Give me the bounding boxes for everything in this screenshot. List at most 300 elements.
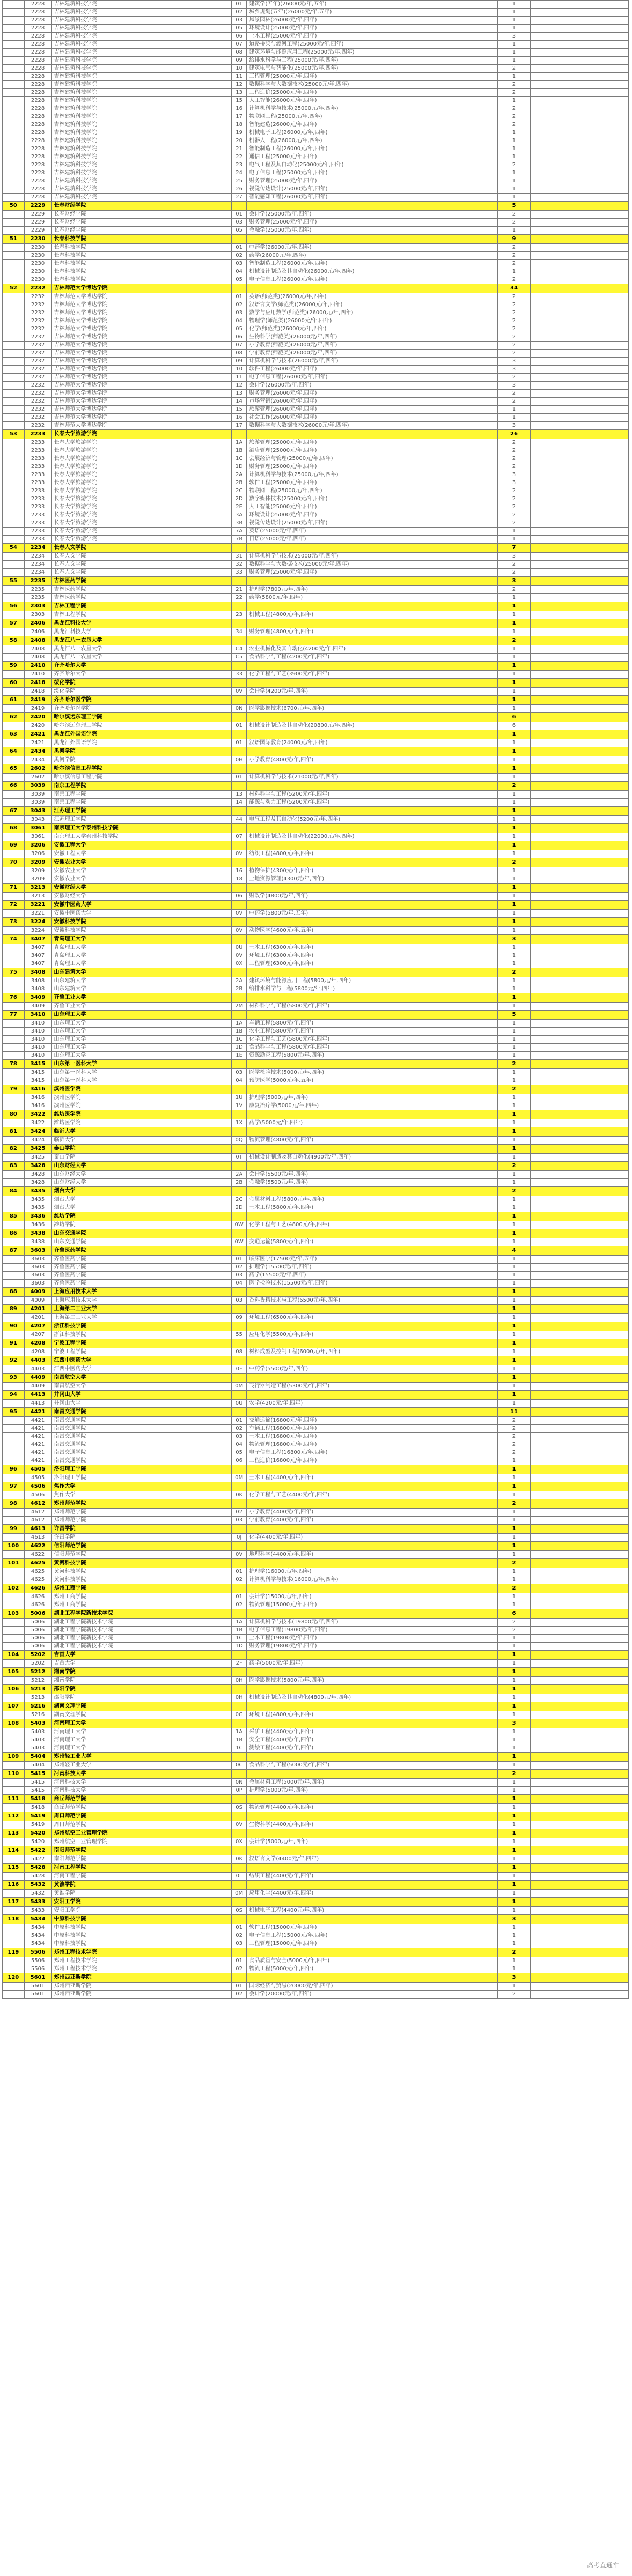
note-cell	[530, 17, 628, 25]
plan-count: 1	[497, 833, 530, 841]
major-row	[3, 511, 629, 519]
note-cell	[530, 1069, 628, 1077]
major-name	[247, 858, 498, 867]
school-code: 3410	[24, 1044, 52, 1052]
major-row	[3, 153, 629, 161]
school-code: 3408	[24, 985, 52, 993]
major-row	[3, 1736, 629, 1744]
school-code: 5506	[24, 1957, 52, 1965]
major-code	[231, 1685, 246, 1694]
school-name: 泰山学院	[52, 1145, 231, 1154]
plan-count: 2	[497, 301, 530, 309]
major-code: 2A	[231, 471, 246, 479]
note-cell	[530, 293, 628, 301]
plan-count: 1	[497, 774, 530, 782]
school-code: 5202	[24, 1660, 52, 1668]
school-name: 黑河学院	[52, 747, 231, 756]
plan-count: 34	[497, 284, 530, 293]
row-number: 67	[3, 807, 25, 816]
row-number	[3, 1509, 25, 1517]
row-number	[3, 309, 25, 317]
school-name: 郑州西亚斯学院	[52, 1991, 231, 1999]
major-name: 金融学(25000元/年,四年)	[247, 227, 498, 235]
note-cell	[530, 1651, 628, 1660]
school-code: 2233	[24, 536, 52, 544]
school-name: 临沂大学	[52, 1127, 231, 1137]
major-name: 财务管理(4800元/年,四年)	[247, 628, 498, 636]
plan-count: 1	[497, 1003, 530, 1011]
major-name: 计算机科学与技术(25000元/年,四年)	[247, 553, 498, 561]
school-code: 3416	[24, 1085, 52, 1094]
major-name	[247, 1881, 498, 1890]
school-name: 安徽农业大学	[52, 875, 231, 884]
major-row	[3, 57, 629, 65]
major-code: 16	[231, 105, 246, 113]
major-code	[231, 1145, 246, 1154]
row-number	[3, 1297, 25, 1305]
major-code: 03	[231, 1069, 246, 1077]
major-name	[247, 1702, 498, 1711]
major-name	[247, 1085, 498, 1094]
school-code: 2232	[24, 342, 52, 350]
school-name: 黑龙江外国语学院	[52, 730, 231, 739]
school-name: 吉林建筑科技学院	[52, 121, 231, 129]
school-name: 吉林建筑科技学院	[52, 9, 231, 17]
major-code: 05	[231, 1449, 246, 1457]
major-row	[3, 1593, 629, 1601]
major-code	[231, 1609, 246, 1619]
school-name: 黑龙江八一农垦大学	[52, 645, 231, 654]
school-name: 南昌交通学院	[52, 1408, 231, 1417]
major-row	[3, 553, 629, 561]
major-name	[247, 884, 498, 893]
plan-count: 1	[497, 268, 530, 276]
school-group-row	[3, 782, 629, 791]
school-code: 3043	[24, 807, 52, 816]
major-code: 0M	[231, 1890, 246, 1898]
school-code: 2234	[24, 544, 52, 553]
plan-count: 6	[497, 1609, 530, 1619]
major-name: 机械设计制造及其自动化(22000元/年,四年)	[247, 833, 498, 841]
note-cell	[530, 81, 628, 89]
school-code: 2229	[24, 227, 52, 235]
major-code: 32	[231, 561, 246, 569]
school-group-row	[3, 662, 629, 671]
plan-count: 1	[497, 1094, 530, 1102]
school-code: 3224	[24, 918, 52, 927]
major-name: 金属材料工程(5800元/年,四年)	[247, 1196, 498, 1204]
row-number	[3, 1204, 25, 1212]
school-name: 安阳工学院	[52, 1907, 231, 1915]
major-name	[247, 1212, 498, 1221]
major-name	[247, 1482, 498, 1491]
major-row	[3, 705, 629, 713]
major-row	[3, 1517, 629, 1525]
school-name: 长春财经学院	[52, 227, 231, 235]
major-code: 20	[231, 137, 246, 145]
school-name: 吉林建筑科技学院	[52, 153, 231, 161]
school-group-row	[3, 1212, 629, 1221]
school-code: 2228	[24, 1, 52, 9]
note-cell	[530, 268, 628, 276]
row-number	[3, 960, 25, 968]
major-code: 03	[231, 1272, 246, 1280]
plan-count: 1	[497, 1838, 530, 1846]
row-number	[3, 382, 25, 390]
plan-count: 2	[497, 260, 530, 268]
plan-count: 2	[497, 487, 530, 495]
major-name: 城乡规划(五年)(26000元/年,五年)	[247, 9, 498, 17]
school-name: 长春大学旅游学院	[52, 503, 231, 511]
row-number	[3, 1491, 25, 1499]
plan-count: 2	[497, 503, 530, 511]
major-row	[3, 1457, 629, 1465]
note-cell	[530, 219, 628, 227]
major-code: 17	[231, 422, 246, 430]
major-code: 2B	[231, 479, 246, 487]
row-number	[3, 350, 25, 358]
note-cell	[530, 1668, 628, 1677]
school-code: 2420	[24, 713, 52, 722]
major-name	[247, 1060, 498, 1069]
note-cell	[530, 747, 628, 756]
school-code: 3603	[24, 1264, 52, 1272]
row-number: 92	[3, 1356, 25, 1365]
major-name: 旅游管理(25000元/年,四年)	[247, 439, 498, 447]
school-code: 2228	[24, 129, 52, 137]
major-row	[3, 439, 629, 447]
school-name: 湖北工程学院新技术学院	[52, 1619, 231, 1627]
school-name: 吉林建筑科技学院	[52, 129, 231, 137]
school-name: 河南科技大学	[52, 1787, 231, 1795]
note-cell	[530, 1229, 628, 1238]
row-number	[3, 41, 25, 49]
note-cell	[530, 1322, 628, 1331]
major-code	[231, 841, 246, 850]
row-number	[3, 1171, 25, 1179]
major-name	[247, 1465, 498, 1474]
major-code	[231, 1770, 246, 1779]
plan-count: 1	[497, 1110, 530, 1119]
school-name: 南京理工大学泰州科技学院	[52, 833, 231, 841]
row-number	[3, 211, 25, 219]
major-code: 55	[231, 1331, 246, 1339]
major-row	[3, 1280, 629, 1288]
school-code: 5418	[24, 1795, 52, 1804]
school-name: 长春大学旅游学院	[52, 463, 231, 471]
note-cell	[530, 960, 628, 968]
major-code	[231, 544, 246, 553]
major-row	[3, 227, 629, 235]
row-number	[3, 1441, 25, 1449]
school-code: 3415	[24, 1069, 52, 1077]
row-number	[3, 833, 25, 841]
major-name: 英语(师范类)(26000元/年,四年)	[247, 293, 498, 301]
school-code: 3415	[24, 1060, 52, 1069]
row-number: 107	[3, 1702, 25, 1711]
major-name: 社会工作(26000元/年,四年)	[247, 414, 498, 422]
note-cell	[530, 1627, 628, 1635]
major-code: 11	[231, 73, 246, 81]
row-number	[3, 1736, 25, 1744]
plan-count: 1	[497, 1365, 530, 1374]
school-code: 4208	[24, 1348, 52, 1356]
row-number: 99	[3, 1525, 25, 1534]
note-cell	[530, 185, 628, 194]
major-name: 工程管理(15000元/年,四年)	[247, 1940, 498, 1948]
school-name: 周口师范学院	[52, 1821, 231, 1829]
school-name: 河南工程学院	[52, 1864, 231, 1873]
major-name	[247, 1408, 498, 1417]
note-cell	[530, 503, 628, 511]
note-cell	[530, 1643, 628, 1651]
major-row	[3, 325, 629, 333]
school-code: 2234	[24, 553, 52, 561]
note-cell	[530, 713, 628, 722]
major-name: 机械设计制造及其自动化(4800元/年,四年)	[247, 1694, 498, 1702]
school-code: 4421	[24, 1457, 52, 1465]
row-number	[3, 1137, 25, 1145]
school-code: 2233	[24, 495, 52, 503]
school-name: 焦作大学	[52, 1491, 231, 1499]
note-cell	[530, 390, 628, 398]
major-name: 应用化学(5500元/年,四年)	[247, 1331, 498, 1339]
plan-count: 3	[497, 471, 530, 479]
school-code: 3435	[24, 1204, 52, 1212]
note-cell	[530, 893, 628, 901]
major-name: 农学(4200元/年,四年)	[247, 1400, 498, 1408]
major-name	[247, 968, 498, 977]
major-code: 27	[231, 194, 246, 202]
major-name: 智能感知工程(26000元/年,四年)	[247, 194, 498, 202]
school-name: 吉林建筑科技学院	[52, 81, 231, 89]
plan-count: 2	[497, 1499, 530, 1509]
school-code: 5006	[24, 1627, 52, 1635]
major-row	[3, 1619, 629, 1627]
plan-count: 2	[497, 447, 530, 455]
school-name: 吉林建筑科技学院	[52, 57, 231, 65]
major-name: 学前教育(4400元/年,四年)	[247, 1517, 498, 1525]
plan-count: 3	[497, 577, 530, 586]
note-cell	[530, 1, 628, 9]
major-code: 02	[231, 1932, 246, 1940]
school-code: 5403	[24, 1744, 52, 1753]
school-code: 4207	[24, 1331, 52, 1339]
row-number	[3, 1314, 25, 1322]
school-name: 黑河学院	[52, 756, 231, 764]
school-code: 2228	[24, 153, 52, 161]
school-name: 吉林工程学院	[52, 602, 231, 611]
plan-count: 1	[497, 1517, 530, 1525]
major-code: 1A	[231, 1619, 246, 1627]
school-name: 山东理工大学	[52, 1044, 231, 1052]
plan-count: 1	[497, 901, 530, 910]
school-code: 3425	[24, 1145, 52, 1154]
row-number: 117	[3, 1898, 25, 1907]
row-number	[3, 1694, 25, 1702]
school-code: 3416	[24, 1094, 52, 1102]
note-cell	[530, 1060, 628, 1069]
note-cell	[530, 398, 628, 406]
plan-count: 2	[497, 317, 530, 325]
row-number: 88	[3, 1288, 25, 1297]
major-code	[231, 1246, 246, 1256]
note-cell	[530, 463, 628, 471]
school-group-row	[3, 1719, 629, 1728]
note-cell	[530, 944, 628, 952]
plan-count: 1	[497, 1660, 530, 1668]
school-code: 4413	[24, 1391, 52, 1400]
major-row	[3, 985, 629, 993]
plan-count: 3	[497, 553, 530, 561]
note-cell	[530, 519, 628, 528]
school-code: 3408	[24, 977, 52, 985]
major-name	[247, 602, 498, 611]
note-cell	[530, 1499, 628, 1509]
plan-count: 1	[497, 671, 530, 679]
note-cell	[530, 33, 628, 41]
school-name: 山东建筑大学	[52, 968, 231, 977]
school-name: 吉林建筑科技学院	[52, 25, 231, 33]
plan-count: 2	[497, 519, 530, 528]
row-number	[3, 1280, 25, 1288]
school-code: 3410	[24, 1052, 52, 1060]
major-code	[231, 1322, 246, 1331]
major-name: 工程造价(16800元/年,四年)	[247, 1457, 498, 1465]
major-row	[3, 1838, 629, 1846]
plan-count: 7	[497, 544, 530, 553]
row-number	[3, 129, 25, 137]
school-group-row	[3, 235, 629, 244]
major-code: 06	[231, 333, 246, 342]
school-code: 3209	[24, 867, 52, 875]
row-number: 66	[3, 782, 25, 791]
row-number	[3, 406, 25, 414]
school-code: 2228	[24, 81, 52, 89]
note-cell	[530, 722, 628, 730]
note-cell	[530, 1127, 628, 1137]
major-name: 视觉传达设计(25000元/年,四年)	[247, 519, 498, 528]
major-name: 计算机科学与技术(21000元/年,四年)	[247, 774, 498, 782]
note-cell	[530, 553, 628, 561]
row-number	[3, 1601, 25, 1609]
row-number	[3, 1677, 25, 1685]
school-name: 宁波工程学院	[52, 1348, 231, 1356]
school-name: 吉林师范大学博达学院	[52, 422, 231, 430]
school-code: 2228	[24, 121, 52, 129]
major-name: 机器人工程(26000元/年,四年)	[247, 137, 498, 145]
school-name: 吉林建筑科技学院	[52, 17, 231, 25]
note-cell	[530, 479, 628, 487]
major-code: 04	[231, 1280, 246, 1288]
plan-count: 2	[497, 1441, 530, 1449]
major-name: 临床医学(17500元/年,五年)	[247, 1256, 498, 1264]
major-row	[3, 519, 629, 528]
plan-count: 1	[497, 944, 530, 952]
plan-count: 2	[497, 463, 530, 471]
school-code: 2228	[24, 177, 52, 185]
school-group-row	[3, 968, 629, 977]
row-number: 105	[3, 1668, 25, 1677]
major-name: 工程管理(6300元/年,四年)	[247, 960, 498, 968]
school-code: 2228	[24, 97, 52, 105]
row-number: 103	[3, 1609, 25, 1619]
row-number: 54	[3, 544, 25, 553]
school-name: 长春人文学院	[52, 569, 231, 577]
major-code	[231, 284, 246, 293]
major-name: 视觉传达设计(25000元/年,四年)	[247, 185, 498, 194]
note-cell	[530, 561, 628, 569]
plan-count: 3	[497, 366, 530, 374]
school-name: 长春大学旅游学院	[52, 495, 231, 503]
major-name	[247, 918, 498, 927]
plan-count: 9	[497, 235, 530, 244]
plan-count: 1	[497, 688, 530, 696]
school-code: 2232	[24, 358, 52, 366]
school-name: 吉首大学	[52, 1660, 231, 1668]
note-cell	[530, 1280, 628, 1288]
major-name	[247, 1584, 498, 1593]
school-group-row	[3, 1145, 629, 1154]
school-code: 3422	[24, 1110, 52, 1119]
major-code	[231, 679, 246, 688]
row-number	[3, 1855, 25, 1864]
major-name: 会计学(5000元/年,四年)	[247, 1838, 498, 1846]
major-row	[3, 569, 629, 577]
row-number	[3, 586, 25, 594]
note-cell	[530, 1576, 628, 1584]
row-number	[3, 927, 25, 935]
note-cell	[530, 1052, 628, 1060]
school-code: 2232	[24, 325, 52, 333]
major-name	[247, 1339, 498, 1348]
school-group-row	[3, 858, 629, 867]
plan-count: 1	[497, 1256, 530, 1264]
major-row	[3, 1711, 629, 1719]
major-code	[231, 782, 246, 791]
row-number: 81	[3, 1127, 25, 1137]
school-name: 长春大学旅游学院	[52, 439, 231, 447]
plan-count: 2	[497, 1085, 530, 1094]
row-number: 71	[3, 884, 25, 893]
major-row	[3, 194, 629, 202]
school-group-row	[3, 935, 629, 944]
plan-count: 1	[497, 791, 530, 799]
note-cell	[530, 1957, 628, 1965]
school-name: 南京工程学院	[52, 799, 231, 807]
school-code: 2434	[24, 747, 52, 756]
major-row	[3, 169, 629, 177]
school-code: 2228	[24, 113, 52, 121]
plan-count: 2	[497, 244, 530, 252]
school-name: 吉林师范大学博达学院	[52, 358, 231, 366]
major-row	[3, 1677, 629, 1685]
row-number: 82	[3, 1145, 25, 1154]
major-row	[3, 1804, 629, 1812]
major-code	[231, 202, 246, 211]
school-group-row	[3, 284, 629, 293]
note-cell	[530, 1873, 628, 1881]
major-code: 1V	[231, 1102, 246, 1110]
note-cell	[530, 662, 628, 671]
school-name: 中原科技学院	[52, 1915, 231, 1924]
major-code: 18	[231, 875, 246, 884]
note-cell	[530, 1154, 628, 1162]
plan-count: 26	[497, 430, 530, 439]
major-row	[3, 185, 629, 194]
major-code: 0K	[231, 1491, 246, 1499]
school-code: 3221	[24, 901, 52, 910]
